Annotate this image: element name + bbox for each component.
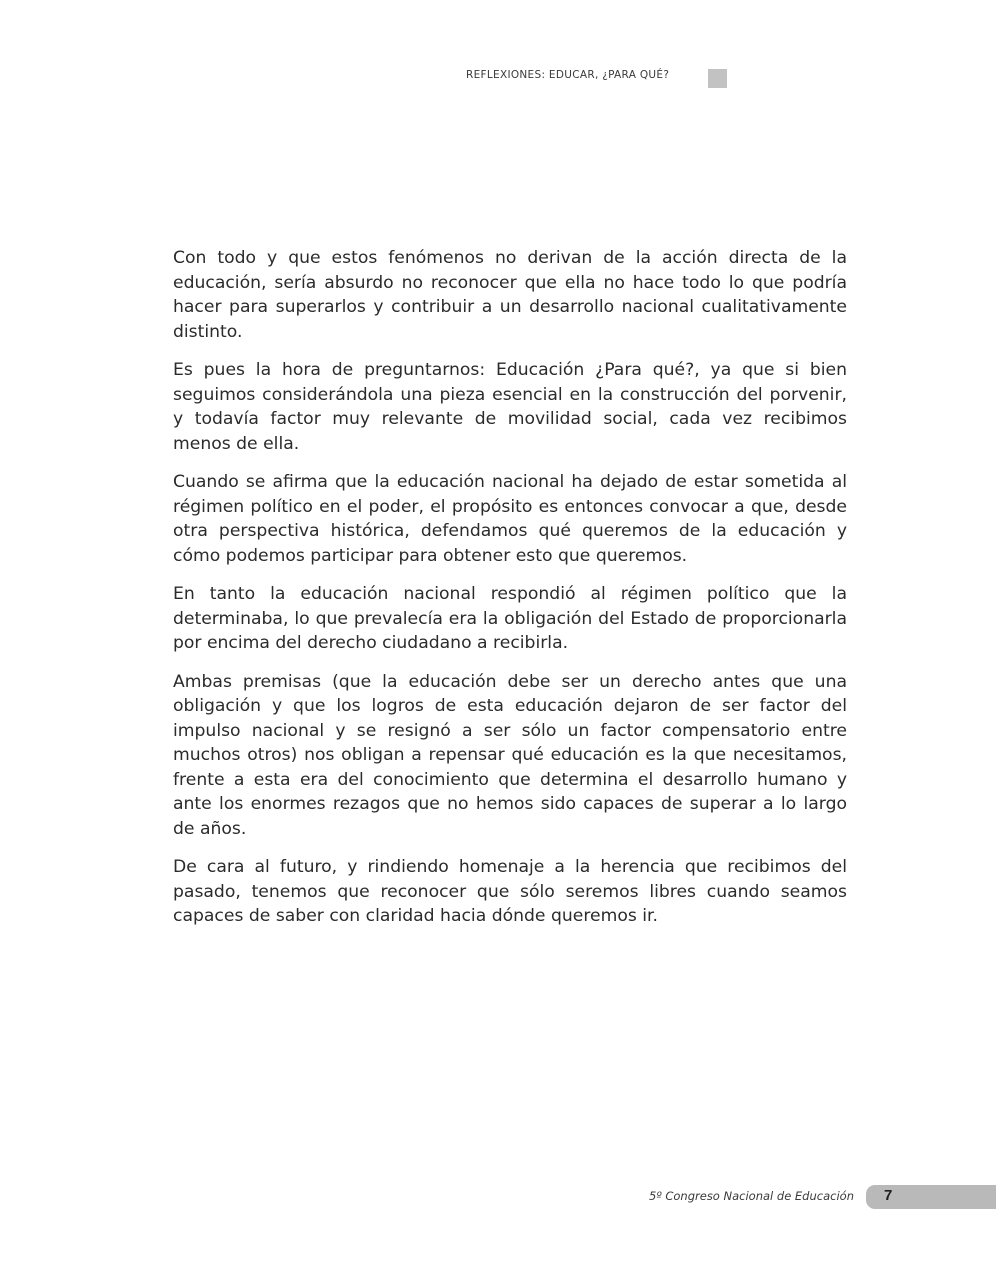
running-header: REFLEXIONES: EDUCAR, ¿PARA QUÉ? xyxy=(466,69,670,81)
paragraph-2: Es pues la hora de preguntarnos: Educación ¿Para qué?, ya que si bien seguimos considerándola una pieza esencial en la construcción del porvenir, y todavía factor muy relevante de movilidad social, cada vez recibimos menos de ella. xyxy=(173,360,847,454)
header-square xyxy=(708,69,727,88)
paragraph-1: Con todo y que estos fenómenos no derivan de la acción directa de la educación, sería absurdo no reconocer que ella no hace todo lo que podría hacer para superarlos y contribuir a un desarrollo nacional cualitativamente distinto. xyxy=(173,248,847,342)
footer-publication: 5º Congreso Nacional de Educación xyxy=(648,1189,854,1203)
paragraph-5: Ambas premisas (que la educación debe ser un derecho antes que una obligación y que los logros de esta educación dejaron de ser factor del impulso nacional y se resignó a ser sólo un factor compensatorio entre muchos otros) nos obligan a repensar qué educación es la que necesitamos, frente a esta era del conocimiento que determina el desarrollo humano y ante los enormes rezagos que no hemos sido capaces de superar a lo largo de años. xyxy=(173,671,847,839)
page-number: 7 xyxy=(884,1187,893,1204)
paragraph-6: De cara al futuro, y rindiendo homenaje a la herencia que recibimos del pasado, tenemos que reconocer que sólo seremos libres cuando seamos capaces de saber con claridad hacia dónde queremos ir. xyxy=(173,857,847,926)
page-number-tab xyxy=(866,1185,996,1209)
paragraph-3: Cuando se afirma que la educación nacional ha dejado de estar sometida al régimen político en el poder, el propósito es entonces convocar a que, desde otra perspectiva histórica, defendamos qué queremos de la educación y cómo podemos participar para obtener esto que queremos. xyxy=(173,472,847,566)
paragraph-4: En tanto la educación nacional respondió al régimen político que la determinaba, lo que prevalecía era la obligación del Estado de proporcionarla por encima del derecho ciudadano a recibirla. xyxy=(173,584,847,653)
body-text xyxy=(173,246,847,943)
